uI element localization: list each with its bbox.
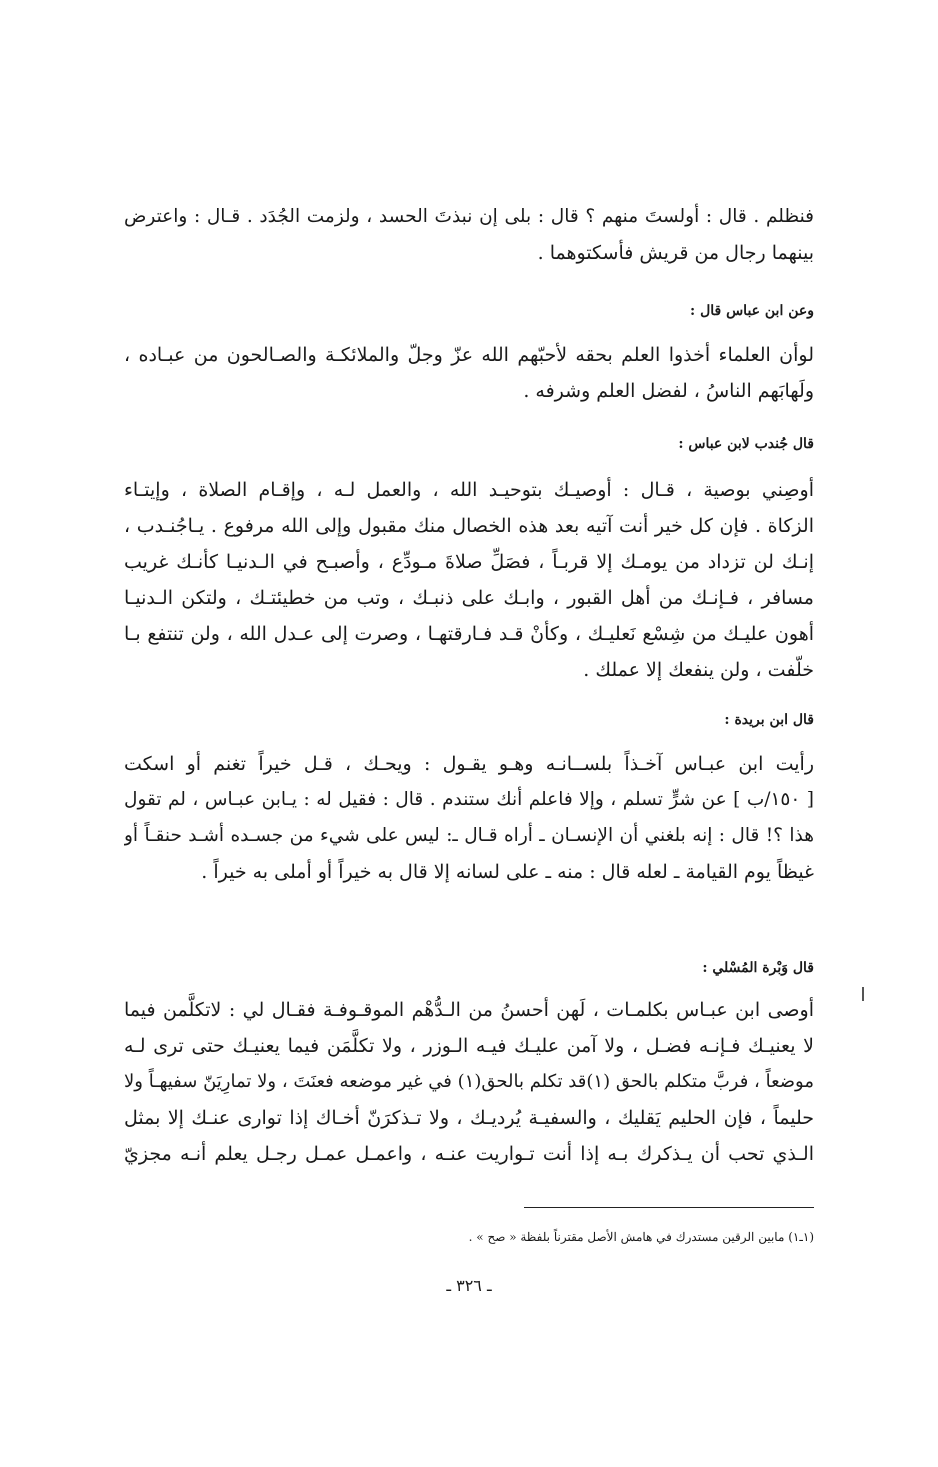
text-line: خلّفت ، ولن ينفعك إلا عملك . — [583, 659, 814, 681]
text-line: ولَهابَهم الناسُ ، لفضل العلم وشرفه . — [523, 380, 814, 402]
page-number: ـ ٣٢٦ ـ — [446, 1276, 492, 1295]
text-line: أوصى ابن عبـاس بكلمـات ، لَهن أحسنُ من الـدُّهْم الموقـوفـة فقـال لي : لاتكلَّمن فيما — [124, 999, 814, 1021]
text-line: لا يعنيـك فـإنـه فضـل ، ولا آمن عليـك فيـه الـوزر ، ولا تكلَّمَن فيما يعنيـك حتى ترى لـه — [124, 1035, 814, 1057]
text-line: إنـك لن تزداد من يومـك إلا قربـاً ، فصَلِّ صلاةَ مـودِّع ، وأصبـح في الـدنيـا كأنـك غريب — [124, 551, 814, 573]
paragraph-4 — [124, 708, 814, 890]
paragraph-5 — [124, 956, 814, 1172]
text-line: الزكاة . فإن كل خير أنت آتيه بعد هذه الخصال منك مقبول وإلى الله مرفوع . يـاجُنـدب ، — [124, 515, 814, 537]
section-heading: قال ابن بريدة : — [724, 712, 814, 728]
footnote-divider — [524, 1207, 814, 1208]
section-heading: قال وَبْرة المُسْلي : — [702, 960, 814, 976]
text-line: مسافر ، فـإنـك من أهل القبور ، وابـك على ذنبـك ، وتب من خطيئتـك ، ولتكن الـدنيـا — [124, 587, 814, 609]
footnote: (١ـ١) مابين الرقين مستدرك في هامش الأصل مقترناً بلفظة « صح » . — [468, 1230, 814, 1244]
paragraph-1 — [124, 199, 814, 271]
text-line: رأيت ابن عبـاس آخـذاً بلســانـه وهـو يقـول : ويحـك ، قـل خيراً تغنم أو اسكت — [124, 753, 814, 775]
text-line: أهون عليـك من شِسْع نَعليـك ، وكأنْ قـد فـارقتهـا ، وصرت إلى عـدل الله ، ولن تنتفع بـا — [124, 623, 814, 645]
text-line: أوصِني بوصية ، قـال : أوصيـك بتوحيـد الله ، والعمل لـه ، وإقـام الصلاة ، وإيتـاء — [124, 479, 814, 501]
section-heading: وعن ابن عباس قال : — [690, 303, 814, 319]
text-line: الـذي تحب أن يـذكرك بـه إذا أنت تـواريت عنـه ، واعمـل عمـل رجـل يعلم أنـه مجزيّ — [124, 1143, 814, 1165]
paragraph-2 — [124, 299, 814, 409]
paragraph-3 — [124, 432, 814, 688]
section-heading: قال جُندب لابن عباس : — [678, 436, 814, 452]
margin-mark — [862, 987, 864, 1001]
text-line: [ ١٥٠/ب ] عن شرٍّ تسلم ، وإلا فاعلم أنك ستندم . قال : فقيل له : يـابن عبـاس ، لم تقول — [124, 789, 814, 810]
text-line: هذا ؟! قال : إنه بلغني أن الإنسـان ـ أراه قـال ـ: ليس على شيء من جسـده أشـد حنقـاً أو — [124, 825, 814, 846]
text-line: موضعاً ، فربَّ متكلم بالحق (١)قد تكلم بالحق(١) في غير موضعه فعنَتَ ، ولا تمارِيَنّ سفيهـاً ولا — [124, 1071, 814, 1092]
text-line: حليماً ، فإن الحليم يَقليك ، والسفيـة يُرديـك ، ولا تـذكرَنّ أخـاك إذا توارى عنـك إلا بمثل — [124, 1107, 814, 1129]
text-line: لوأن العلماء أخذوا العلم بحقه لأحبّهم الله عزّ وجلّ والملائكـة والصـالحون من عبـاده ، — [124, 344, 814, 366]
text-line: بينهما رجال من قريش فأسكتوهما . — [537, 242, 814, 264]
text-line: غيظاً يوم القيامة ـ لعله قال : منه ـ على لسانه إلا قال به خيراً أو أملى به خيراً . — [201, 861, 814, 883]
text-line: فنظلم . قال : أولستَ منهم ؟ قال : بلى إن نبذتَ الحسد ، ولزمت الجُدَد . قـال : واعترض — [124, 206, 814, 227]
